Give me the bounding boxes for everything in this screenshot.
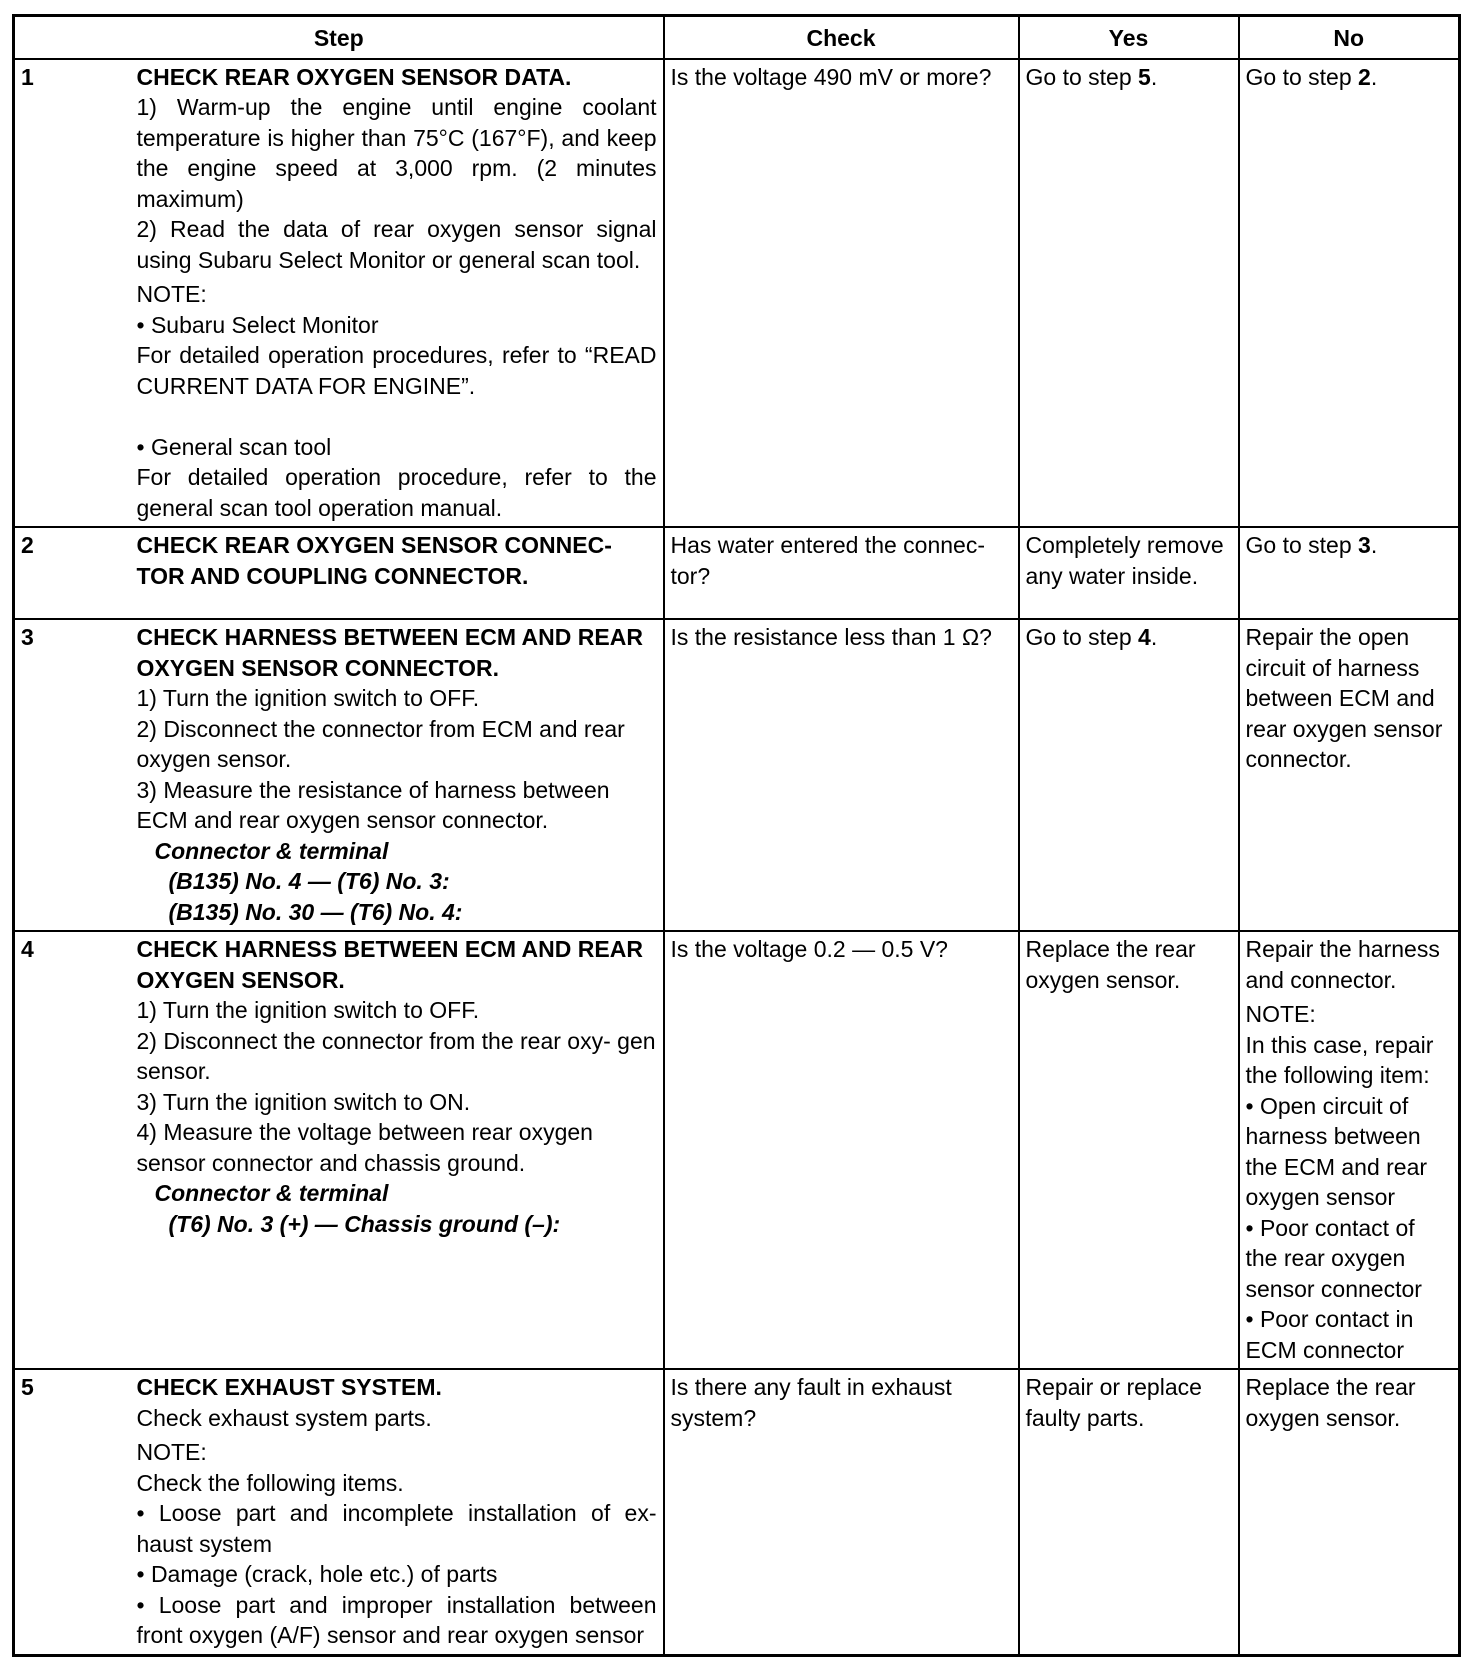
go-to-label: Go to step — [1245, 63, 1352, 90]
spec-line: (B135) No. 4 — (T6) No. 3: — [168, 868, 450, 894]
note-bullet: • Loose part and incomplete installation of ex- haust system — [136, 1500, 657, 1557]
table-row — [14, 619, 1460, 931]
note-text: In this case, repair the following item: — [1245, 1031, 1434, 1088]
step-number: 2 — [14, 527, 131, 619]
no-cell: Go to step 3. — [1239, 527, 1460, 619]
step-title: CHECK REAR OXYGEN SENSOR DATA. — [136, 63, 572, 90]
yes-cell: Replace the rear oxygen sensor. — [1019, 931, 1239, 1369]
note-text: For detailed operation procedures, refer to “READ CURRENT DATA FOR ENGINE”. — [136, 342, 657, 399]
go-to-step-number: 3 — [1358, 532, 1371, 558]
spacer — [137, 401, 657, 432]
spec-line: (B135) No. 30 — (T6) No. 4: — [168, 898, 463, 925]
step-number: 1 — [14, 59, 131, 528]
go-to-step-number: 4 — [1138, 624, 1151, 650]
step-description — [131, 931, 664, 1369]
step-title: CHECK HARNESS BETWEEN ECM AND REAR OXYGEN SENSOR CONNECTOR. — [136, 624, 643, 681]
no-action: Repair the harness and connector. — [1245, 936, 1440, 993]
yes-cell: Go to step 4. — [1019, 619, 1239, 931]
step-number: 3 — [14, 619, 131, 931]
yes-cell: Repair or replace faulty parts. — [1019, 1369, 1239, 1655]
step-title: CHECK HARNESS BETWEEN ECM AND REAR OXYGEN SENSOR. — [136, 936, 643, 993]
note-label: NOTE: — [1245, 1001, 1316, 1027]
table-row — [14, 59, 1460, 528]
note-bullet: • Loose part and improper installation between front oxygen (A/F) sensor and rear oxygen sensor — [136, 1591, 657, 1648]
go-to-label: Go to step — [1025, 624, 1132, 650]
table-row — [14, 1369, 1460, 1655]
no-cell: Replace the rear oxygen sensor. — [1239, 1369, 1460, 1655]
check-cell: Is the resistance less than 1 Ω? — [664, 619, 1019, 931]
header-no: No — [1239, 16, 1460, 59]
step-instruction: 3) Turn the ignition switch to ON. — [136, 1088, 471, 1115]
step-instruction: 1) Warm-up the engine until engine coolant temperature is higher than 75°C (167°F), and keep the engine speed at 3,000 rpm. (2 minutes maximum) — [136, 94, 657, 212]
step-title: CHECK EXHAUST SYSTEM. — [136, 1374, 442, 1400]
header-step: Step — [14, 16, 664, 59]
go-to-label: Go to step — [1245, 532, 1352, 558]
step-description — [131, 527, 664, 619]
note-bullet: • Poor contact of the rear oxygen sensor connector — [1245, 1214, 1422, 1302]
header-yes: Yes — [1019, 16, 1239, 59]
diagnostic-table — [12, 14, 1461, 1657]
step-instruction: Check exhaust system parts. — [136, 1404, 432, 1431]
step-description — [131, 59, 664, 528]
no-cell — [1239, 931, 1460, 1369]
spec-heading: Connector & terminal — [154, 1180, 389, 1206]
step-number: 4 — [14, 931, 131, 1369]
go-to-step-number: 2 — [1358, 63, 1371, 90]
note-text: For detailed operation procedure, refer to the general scan tool operation manual. — [136, 464, 657, 521]
step-instruction: 3) Measure the resistance of harness between ECM and rear oxygen sensor connector. — [136, 776, 610, 833]
step-title: CHECK REAR OXYGEN SENSOR CONNEC- TOR AND COUPLING CONNECTOR. — [136, 532, 612, 589]
step-instruction: 2) Read the data of rear oxygen sensor signal using Subaru Select Monitor or general scan tool. — [136, 216, 657, 273]
no-cell: Go to step 2. — [1239, 59, 1460, 528]
spec-line: (T6) No. 3 (+) — Chassis ground (–): — [168, 1210, 561, 1237]
step-number: 5 — [14, 1369, 131, 1655]
spec-heading: Connector & terminal — [154, 837, 389, 864]
check-cell: Is the voltage 0.2 — 0.5 V? — [664, 931, 1019, 1369]
header-row — [14, 16, 1460, 59]
step-instruction: 1) Turn the ignition switch to OFF. — [136, 685, 480, 711]
step-instruction: 2) Disconnect the connector from the rear oxy- gen sensor. — [136, 1027, 656, 1084]
step-description — [131, 1369, 664, 1655]
check-cell: Is the voltage 490 mV or more? — [664, 59, 1019, 528]
no-cell: Repair the open circuit of harness between ECM and rear oxygen sensor connector. — [1239, 619, 1460, 931]
yes-cell: Completely remove any water inside. — [1019, 527, 1239, 619]
table-row — [14, 931, 1460, 1369]
note-label: NOTE: — [136, 281, 207, 307]
step-instruction: 1) Turn the ignition switch to OFF. — [136, 997, 480, 1023]
go-to-label: Go to step — [1025, 63, 1132, 90]
note-bullet: • Open circuit of harness between the ECM and rear oxygen sensor — [1245, 1092, 1428, 1210]
note-bullet: • General scan tool — [136, 433, 332, 460]
step-instruction: 2) Disconnect the connector from ECM and rear oxygen sensor. — [136, 715, 625, 772]
note-text: Check the following items. — [136, 1469, 404, 1496]
header-check: Check — [664, 16, 1019, 59]
step-description — [131, 619, 664, 931]
yes-cell: Go to step 5. — [1019, 59, 1239, 528]
note-bullet: • Subaru Select Monitor — [136, 311, 379, 338]
go-to-step-number: 5 — [1138, 63, 1151, 90]
check-cell: Has water entered the connec- tor? — [664, 527, 1019, 619]
note-bullet: • Poor contact in ECM connector — [1245, 1306, 1414, 1363]
note-label: NOTE: — [136, 1439, 207, 1465]
step-instruction: 4) Measure the voltage between rear oxygen sensor connector and chassis ground. — [136, 1119, 593, 1176]
check-cell: Is there any fault in exhaust system? — [664, 1369, 1019, 1655]
table-row — [14, 527, 1460, 619]
note-bullet: • Damage (crack, hole etc.) of parts — [136, 1561, 498, 1587]
